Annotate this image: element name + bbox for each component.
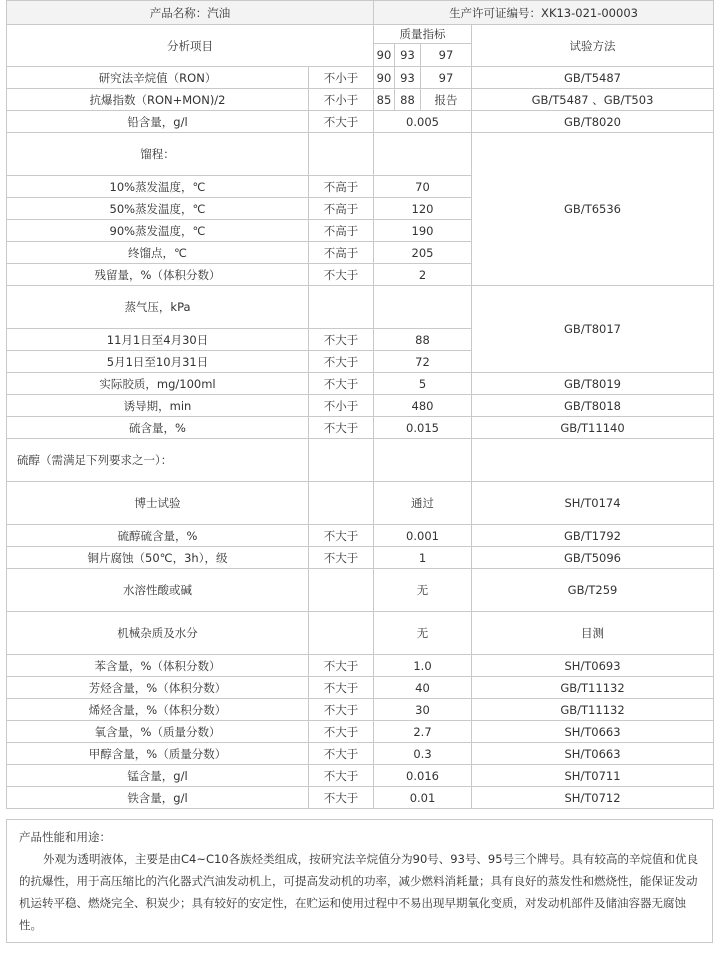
item-value: 5 xyxy=(374,373,472,395)
item-name: 氧含量，%（质量分数） xyxy=(7,721,309,743)
table-row xyxy=(7,133,714,176)
item-condition: 不大于 xyxy=(309,677,374,699)
item-value: 1 xyxy=(374,547,472,569)
empty-cell xyxy=(309,569,374,612)
item-value: 2.7 xyxy=(374,721,472,743)
item-value: 0.01 xyxy=(374,787,472,809)
item-method: GB/T6536 xyxy=(472,133,714,286)
item-value: 205 xyxy=(374,242,472,264)
table-row xyxy=(7,721,714,743)
item-condition: 不大于 xyxy=(309,743,374,765)
item-name: 残留量，%（体积分数） xyxy=(7,264,309,286)
item-value: 无 xyxy=(374,569,472,612)
item-name: 抗爆指数（RON+MON)/2 xyxy=(7,89,309,111)
item-method: GB/T8017 xyxy=(472,286,714,373)
section-distillation: 馏程： xyxy=(7,133,309,176)
item-method: GB/T5487 、GB/T503 xyxy=(472,89,714,111)
table-row xyxy=(7,525,714,547)
item-value: 70 xyxy=(374,176,472,198)
item-condition: 不高于 xyxy=(309,176,374,198)
table-row xyxy=(7,89,714,111)
table-row xyxy=(7,417,714,439)
item-condition: 不大于 xyxy=(309,765,374,787)
item-name: 铜片腐蚀（50℃，3h），级 xyxy=(7,547,309,569)
table-row xyxy=(7,765,714,787)
item-condition: 不高于 xyxy=(309,220,374,242)
table-row xyxy=(7,569,714,612)
item-value: 93 xyxy=(395,67,421,89)
table-row xyxy=(7,699,714,721)
table-row xyxy=(7,67,714,89)
item-condition: 不大于 xyxy=(309,699,374,721)
item-condition: 不小于 xyxy=(309,89,374,111)
item-method: SH/T0693 xyxy=(472,655,714,677)
notes-body: 外观为透明液体，主要是由C4~C10各族烃类组成，按研究法辛烷值分为90号、93号、95号三个牌号。具有较高的辛烷值和优良的抗爆性，用于高压缩比的汽化器式汽油发动机上，可提高发动机的功率，减少燃料消耗量；具有良好的蒸发性和燃烧性，能保证发动机运转平稳、燃烧完全、积炭少；具有较好的安定性，在贮运和使用过程中不易出现早期氧化变质，对发动机部件及储油容器无腐蚀性。 xyxy=(19,852,699,932)
item-condition: 不大于 xyxy=(309,417,374,439)
empty-cell xyxy=(309,612,374,655)
product-header-row xyxy=(7,1,714,25)
item-name: 博士试验 xyxy=(7,482,309,525)
empty-cell xyxy=(309,286,374,329)
item-condition: 不大于 xyxy=(309,787,374,809)
item-method: 目测 xyxy=(472,612,714,655)
item-name: 甲醇含量，%（质量分数） xyxy=(7,743,309,765)
item-method: GB/T5096 xyxy=(472,547,714,569)
grade-90: 90 xyxy=(374,44,395,67)
item-method: SH/T0174 xyxy=(472,482,714,525)
item-method: SH/T0712 xyxy=(472,787,714,809)
item-method: GB/T5487 xyxy=(472,67,714,89)
table-row xyxy=(7,373,714,395)
item-value: 480 xyxy=(374,395,472,417)
item-method: GB/T259 xyxy=(472,569,714,612)
item-value: 0.005 xyxy=(374,111,472,133)
item-condition: 不大于 xyxy=(309,655,374,677)
item-name: 铁含量，g/l xyxy=(7,787,309,809)
item-condition: 不大于 xyxy=(309,111,374,133)
item-value: 0.3 xyxy=(374,743,472,765)
item-condition: 不高于 xyxy=(309,198,374,220)
item-value: 90 xyxy=(374,67,395,89)
item-method: GB/T1792 xyxy=(472,525,714,547)
item-value: 97 xyxy=(421,67,472,89)
item-method: GB/T11132 xyxy=(472,677,714,699)
table-row xyxy=(7,655,714,677)
item-condition: 不大于 xyxy=(309,547,374,569)
item-value: 72 xyxy=(374,351,472,373)
section-vapor-pressure: 蒸气压，kPa xyxy=(7,286,309,329)
item-value: 88 xyxy=(374,329,472,351)
item-condition: 不大于 xyxy=(309,329,374,351)
empty-cell xyxy=(309,133,374,176)
item-name: 诱导期，min xyxy=(7,395,309,417)
item-condition: 不大于 xyxy=(309,264,374,286)
item-condition: 不大于 xyxy=(309,373,374,395)
item-value: 85 xyxy=(374,89,395,111)
item-value: 40 xyxy=(374,677,472,699)
empty-cell xyxy=(374,439,472,482)
table-row xyxy=(7,286,714,329)
item-value: 30 xyxy=(374,699,472,721)
item-value: 2 xyxy=(374,264,472,286)
empty-cell xyxy=(472,439,714,482)
item-name: 锰含量，g/l xyxy=(7,765,309,787)
item-value: 88 xyxy=(395,89,421,111)
empty-cell xyxy=(374,133,472,176)
item-name: 水溶性酸或碱 xyxy=(7,569,309,612)
table-row xyxy=(7,787,714,809)
item-name: 机械杂质及水分 xyxy=(7,612,309,655)
item-condition: 不大于 xyxy=(309,351,374,373)
section-mercaptan: 硫醇（需满足下列要求之一）： xyxy=(7,439,309,482)
table-row xyxy=(7,677,714,699)
table-row xyxy=(7,439,714,482)
item-value: 0.016 xyxy=(374,765,472,787)
table-row xyxy=(7,111,714,133)
product-name: 产品名称：汽油 xyxy=(7,1,374,25)
item-value: 无 xyxy=(374,612,472,655)
item-name: 硫醇硫含量，% xyxy=(7,525,309,547)
empty-cell xyxy=(374,286,472,329)
product-notes xyxy=(6,819,713,943)
quality-index-header: 质量指标 xyxy=(374,25,472,44)
item-condition: 不小于 xyxy=(309,395,374,417)
item-name: 终馏点，℃ xyxy=(7,242,309,264)
item-method: GB/T8019 xyxy=(472,373,714,395)
item-value: 0.001 xyxy=(374,525,472,547)
table-row xyxy=(7,395,714,417)
table-row xyxy=(7,482,714,525)
item-value: 190 xyxy=(374,220,472,242)
item-name: 11月1日至4月30日 xyxy=(7,329,309,351)
test-method-header: 试验方法 xyxy=(472,25,714,67)
table-row xyxy=(7,743,714,765)
grade-93: 93 xyxy=(395,44,421,67)
license-number: 生产许可证编号：XK13-021-00003 xyxy=(374,1,714,25)
table-row xyxy=(7,547,714,569)
item-name: 90%蒸发温度，℃ xyxy=(7,220,309,242)
item-condition: 不大于 xyxy=(309,721,374,743)
item-condition: 不小于 xyxy=(309,67,374,89)
item-method: GB/T8018 xyxy=(472,395,714,417)
item-method: GB/T11140 xyxy=(472,417,714,439)
grade-97: 97 xyxy=(421,44,472,67)
empty-cell xyxy=(309,439,374,482)
analysis-item-header: 分析项目 xyxy=(7,25,374,67)
notes-title: 产品性能和用途： xyxy=(19,830,111,844)
item-method: SH/T0663 xyxy=(472,721,714,743)
item-value: 1.0 xyxy=(374,655,472,677)
item-value: 0.015 xyxy=(374,417,472,439)
item-name: 苯含量，%（体积分数） xyxy=(7,655,309,677)
item-value: 通过 xyxy=(374,482,472,525)
item-name: 5月1日至10月31日 xyxy=(7,351,309,373)
item-method: GB/T11132 xyxy=(472,699,714,721)
item-condition: 不高于 xyxy=(309,242,374,264)
item-value: 120 xyxy=(374,198,472,220)
item-name: 硫含量，% xyxy=(7,417,309,439)
item-name: 50%蒸发温度，℃ xyxy=(7,198,309,220)
item-name: 10%蒸发温度，℃ xyxy=(7,176,309,198)
item-condition: 不大于 xyxy=(309,525,374,547)
item-method: SH/T0663 xyxy=(472,743,714,765)
column-header-row xyxy=(7,25,714,44)
item-name: 实际胶质，mg/100ml xyxy=(7,373,309,395)
item-name: 烯烃含量，%（体积分数） xyxy=(7,699,309,721)
empty-cell xyxy=(309,482,374,525)
table-row xyxy=(7,612,714,655)
item-name: 铅含量，g/l xyxy=(7,111,309,133)
item-name: 芳烃含量，%（体积分数） xyxy=(7,677,309,699)
item-method: GB/T8020 xyxy=(472,111,714,133)
item-name: 研究法辛烷值（RON） xyxy=(7,67,309,89)
item-method: SH/T0711 xyxy=(472,765,714,787)
spec-table xyxy=(6,0,714,809)
item-value: 报告 xyxy=(421,89,472,111)
